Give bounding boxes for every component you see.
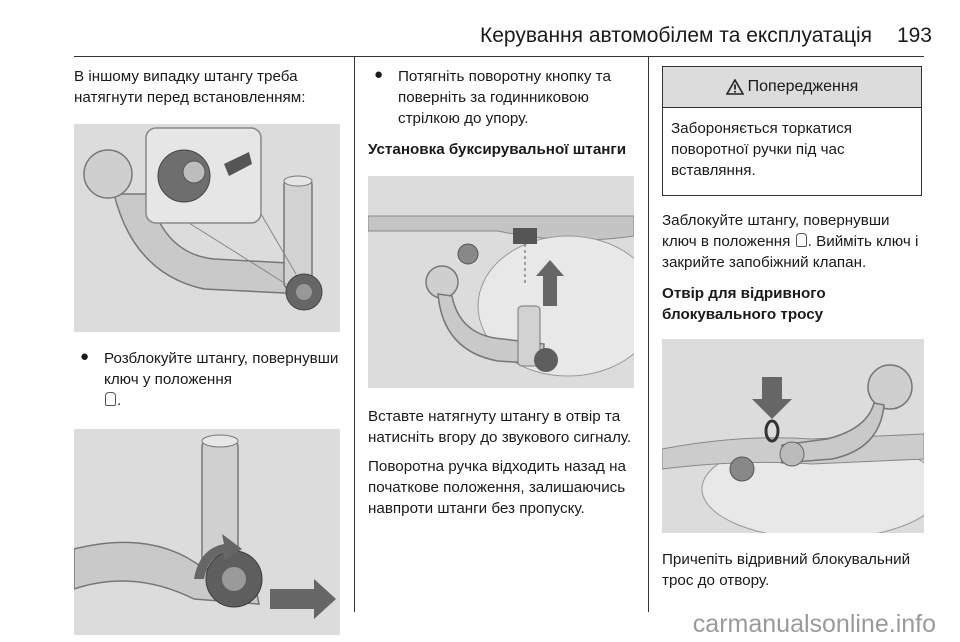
column-1 — [74, 66, 340, 635]
warning-box — [662, 66, 922, 196]
insert-paragraph: Вставте натягнуту штангу в отвір та натисніть вгору до звукового сигналу. — [368, 408, 632, 446]
section-heading: Отвір для відривного блокувального тросу — [662, 285, 826, 323]
unlock-instruction: Розблокуйте штангу, повернувши ключ у положення — [104, 350, 339, 388]
column-divider-1 — [354, 56, 355, 612]
warning-header — [663, 67, 921, 108]
lock-text-a: Заблокуйте штангу, повернувши ключ в положення — [662, 212, 890, 250]
watermark: carmanualsonline.info — [692, 610, 936, 638]
warning-triangle-icon — [726, 79, 744, 95]
tow-bar-insert-illustration — [368, 176, 634, 388]
tow-bar-tension-illustration — [74, 124, 340, 332]
bullet-dot: ● — [374, 66, 384, 83]
column-3 — [662, 66, 924, 591]
warning-title: Попередження — [747, 78, 859, 95]
instruction-bullet — [74, 348, 340, 411]
bullet-suffix: . — [117, 392, 122, 409]
bullet-dot: ● — [80, 348, 90, 365]
section-heading: Установка буксирувальної штанги — [368, 141, 627, 158]
lock-paragraph — [662, 210, 924, 273]
return-paragraph: Поворотна ручка відходить назад на початкове положення, залишаючись навпроти штанги без пропуску. — [368, 458, 626, 517]
breakaway-cable-illustration — [662, 339, 924, 533]
rotate-knob-instruction: Потягніть поворотну кнопку та поверніть за годинниковою стрілкою до упору. — [398, 68, 611, 127]
instruction-bullet — [368, 66, 634, 129]
warning-body — [663, 108, 921, 195]
intro-paragraph: В іншому випадку штангу треба натягнути перед встановленням: — [74, 68, 306, 106]
page-header-title: Керування автомобілем та експлуатація — [480, 24, 873, 47]
header-rule — [74, 56, 924, 57]
column-divider-2 — [648, 56, 649, 612]
key-locked-icon — [796, 233, 807, 247]
column-2 — [368, 66, 634, 519]
knob-rotate-illustration — [74, 429, 340, 635]
warning-text: Забороняється торкатися поворотної ручки під час вставляння. — [671, 120, 852, 179]
key-unlocked-icon — [105, 392, 116, 406]
page-number: 193 — [896, 24, 932, 47]
lock-text-b: . Вийміть ключ і закрийте запобіжний клапан. — [662, 233, 919, 271]
cable-paragraph: Причепіть відривний блокувальний трос до отвору. — [662, 551, 911, 589]
